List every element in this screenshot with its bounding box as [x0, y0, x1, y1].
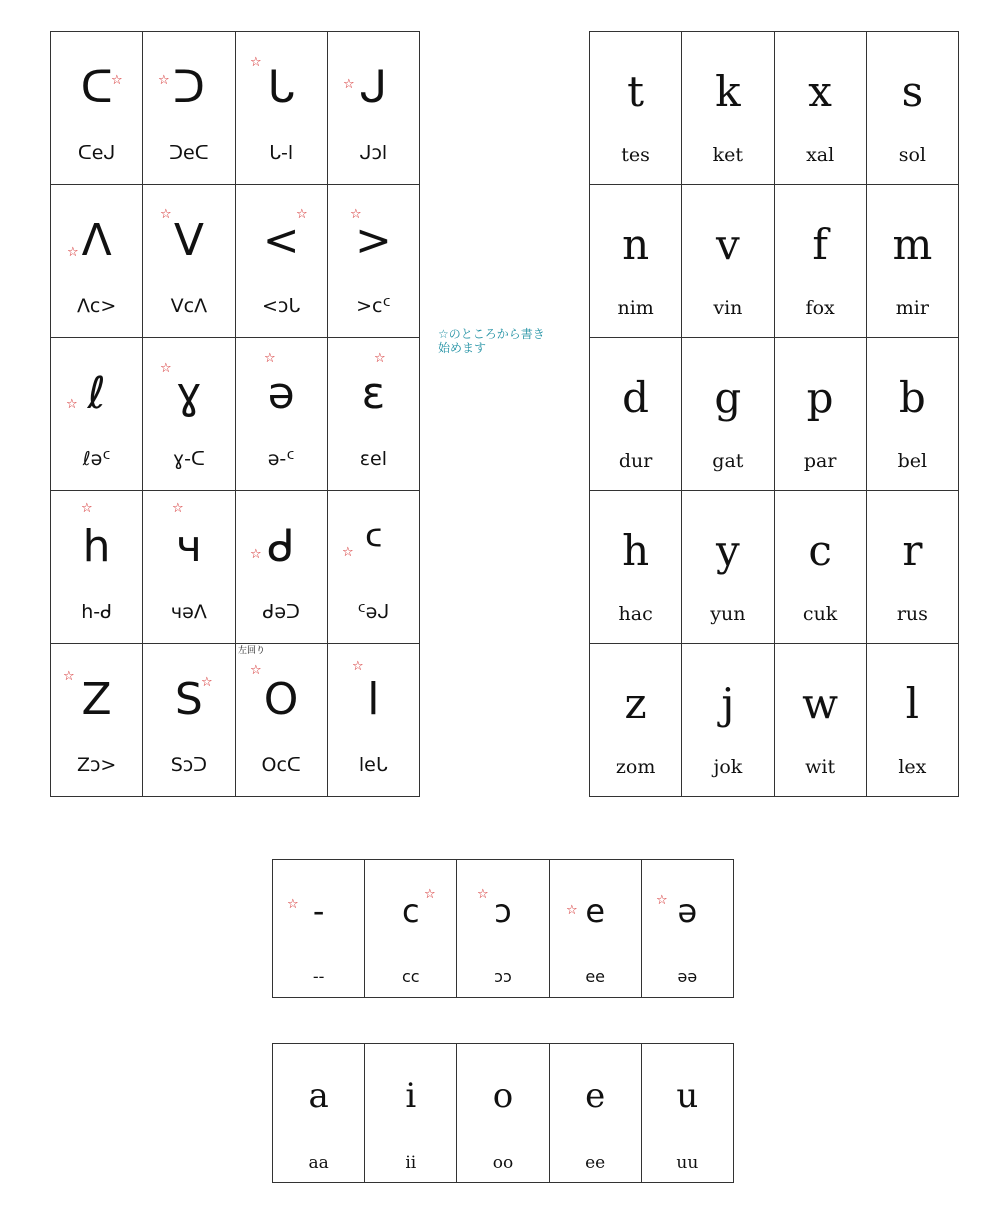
start-star-icon: ☆: [656, 893, 668, 908]
start-star-icon: ☆: [296, 207, 308, 222]
latin-letter-glyph: z: [624, 679, 647, 728]
script-letter-glyph: ч: [175, 521, 202, 572]
latin-letter-cell: [774, 185, 866, 338]
script-letter-glyph: ᑐ: [172, 62, 205, 113]
vowel-letter-word: ii: [405, 1153, 417, 1173]
latin-letter-glyph: f: [812, 220, 828, 269]
latin-letter-glyph: r: [902, 526, 923, 575]
latin-letter-cell: [682, 185, 774, 338]
vowel-mark-word: ɔɔ: [494, 967, 512, 986]
latin-letter-grid: [589, 31, 959, 797]
latin-letter-glyph: y: [716, 526, 740, 575]
script-letter-row: [51, 491, 420, 644]
vowel-letter-grid: [272, 1043, 734, 1183]
script-letter-word: ə-ᑦ: [267, 448, 295, 470]
vowel-mark-word: cc: [401, 967, 420, 986]
script-letter-glyph: ᑦ: [363, 521, 383, 572]
script-letter-cell: [327, 185, 419, 338]
start-star-icon: ☆: [81, 501, 93, 516]
script-letter-word: чəΛ: [170, 601, 207, 623]
latin-letter-word: dur: [618, 450, 653, 472]
start-star-icon: ☆: [250, 55, 262, 70]
vowel-mark-cell: [641, 860, 733, 998]
latin-letter-glyph: m: [892, 220, 933, 269]
vowel-mark-glyph: -: [312, 892, 325, 930]
start-star-icon: ☆: [111, 73, 123, 88]
vowel-mark-word: əə: [677, 967, 698, 986]
start-star-icon: ☆: [352, 659, 364, 674]
latin-letter-glyph: n: [622, 220, 650, 269]
latin-letter-cell: [590, 32, 682, 185]
latin-letter-word: nim: [617, 297, 654, 319]
script-letter-glyph: S: [174, 674, 203, 725]
script-letter-row: [51, 185, 420, 338]
vowel-letter-word: uu: [676, 1153, 699, 1173]
latin-letter-word: wit: [805, 756, 836, 778]
script-letter-glyph: ɛ: [361, 368, 386, 419]
script-letter-word: ᑦəᒍ: [357, 601, 390, 623]
latin-letter-word: mir: [895, 297, 929, 319]
latin-letter-glyph: p: [806, 373, 834, 422]
start-star-icon: ☆: [201, 675, 213, 690]
latin-letter-cell: [590, 185, 682, 338]
latin-letter-cell: [866, 185, 958, 338]
latin-letter-word: zom: [615, 756, 656, 778]
latin-letter-cell: [590, 644, 682, 797]
vowel-letter-word: ee: [585, 1153, 606, 1173]
script-letter-cell: [143, 644, 235, 797]
script-letter-glyph: h: [82, 521, 111, 572]
latin-letter-word: sol: [898, 144, 927, 166]
script-letter-cell: [327, 491, 419, 644]
start-star-icon: ☆: [374, 351, 386, 366]
latin-letter-cell: [774, 32, 866, 185]
script-letter-row: [51, 644, 420, 797]
latin-letter-word: fox: [805, 297, 835, 319]
latin-letter-glyph: w: [802, 679, 839, 728]
script-letter-glyph: V: [173, 215, 204, 266]
latin-letter-row: [590, 32, 959, 185]
start-star-icon: ☆: [66, 397, 78, 412]
script-letter-glyph: ᒐ: [267, 62, 295, 113]
script-letter-cell: [143, 185, 235, 338]
latin-letter-cell: [866, 644, 958, 797]
left-script-grid: [50, 31, 420, 797]
start-star-icon: ☆: [350, 207, 362, 222]
script-letter-glyph: ə: [267, 368, 295, 419]
script-letter-glyph: <: [262, 215, 300, 266]
start-star-icon: ☆: [343, 77, 355, 92]
script-letter-row: [51, 338, 420, 491]
start-star-icon: ☆: [160, 361, 172, 376]
start-star-icon: ☆: [424, 887, 436, 902]
start-star-icon: ☆: [566, 903, 578, 918]
latin-letter-cell: [866, 491, 958, 644]
latin-letter-cell: [774, 338, 866, 491]
vowel-letter-word: aa: [308, 1153, 329, 1173]
script-letter-word: ᑕeᒍ: [77, 142, 116, 164]
script-letter-glyph: O: [263, 674, 299, 725]
script-letter-glyph: ᑕ: [80, 62, 113, 113]
start-star-icon: ☆: [172, 501, 184, 516]
script-letter-cell: [327, 644, 419, 797]
latin-letter-word: tes: [621, 144, 650, 166]
script-letter-glyph: >: [354, 215, 392, 266]
latin-letter-glyph: s: [901, 67, 924, 116]
latin-letter-glyph: j: [721, 679, 735, 728]
start-star-icon: ☆: [250, 547, 262, 562]
script-letter-word: Λc>: [76, 295, 117, 317]
start-star-icon: ☆: [158, 73, 170, 88]
latin-letter-row: [590, 185, 959, 338]
script-letter-cell: [235, 32, 327, 185]
script-letter-cell: [235, 644, 327, 797]
start-star-icon: ☆: [287, 897, 299, 912]
latin-letter-row: [590, 338, 959, 491]
latin-letter-cell: [774, 491, 866, 644]
vowel-letter-glyph: a: [308, 1076, 329, 1116]
script-letter-word: ᒍɔl: [359, 142, 388, 164]
latin-letter-glyph: b: [898, 373, 926, 422]
vowel-mark-cell: [273, 860, 365, 998]
vowel-mark-glyph: ɔ: [494, 892, 512, 930]
start-star-icon: ☆: [264, 351, 276, 366]
script-letter-glyph: l: [367, 674, 380, 725]
script-letter-word: ℓəᑦ: [82, 448, 111, 470]
script-letter-cell: [143, 338, 235, 491]
script-letter-cell: [51, 644, 143, 797]
script-letter-word: VcΛ: [170, 295, 208, 317]
vowel-mark-row: [273, 860, 734, 998]
script-letter-word: ᒐ-l: [269, 142, 294, 164]
script-letter-word: ᑐeᑕ: [169, 142, 209, 164]
script-letter-glyph: Z: [81, 674, 112, 725]
script-letter-cell: [235, 491, 327, 644]
latin-letter-word: rus: [896, 603, 928, 625]
vowel-mark-cell: [365, 860, 457, 998]
latin-letter-cell: [682, 491, 774, 644]
latin-letter-word: ket: [712, 144, 744, 166]
latin-letter-cell: [590, 491, 682, 644]
latin-letter-glyph: l: [905, 679, 920, 728]
latin-letter-word: xal: [806, 144, 835, 166]
vowel-mark-glyph: e: [585, 892, 605, 930]
script-letter-glyph: Λ: [81, 215, 112, 266]
vowel-letter-glyph: e: [585, 1076, 606, 1116]
script-letter-glyph: ᑯ: [267, 521, 295, 572]
script-letter-word: ɣ-ᑕ: [172, 448, 205, 470]
script-letter-cell: [235, 338, 327, 491]
latin-letter-word: cuk: [802, 603, 838, 625]
latin-letter-cell: [682, 338, 774, 491]
latin-letter-word: vin: [713, 297, 743, 319]
latin-letter-word: yun: [710, 603, 746, 625]
vowel-mark-cell: [549, 860, 641, 998]
latin-letter-cell: [682, 32, 774, 185]
script-letter-glyph: ℓ: [87, 368, 106, 419]
latin-letter-glyph: x: [808, 67, 832, 116]
vowel-mark-word: --: [312, 967, 325, 986]
latin-letter-glyph: c: [808, 526, 832, 575]
start-point-note: ☆のところから書き始めます: [438, 327, 545, 355]
vowel-mark-grid: [272, 859, 734, 998]
vowel-letter-cell: [457, 1044, 549, 1183]
script-letter-word: Ocᑕ: [261, 754, 301, 776]
vowel-letter-cell: [641, 1044, 733, 1183]
start-star-icon: ☆: [63, 669, 75, 684]
latin-letter-cell: [682, 644, 774, 797]
latin-letter-word: lex: [898, 756, 927, 778]
start-star-icon: ☆: [342, 545, 354, 560]
script-letter-row: [51, 32, 420, 185]
script-letter-word: ᑯəᑐ: [262, 601, 300, 623]
script-letter-cell: [51, 338, 143, 491]
script-letter-cell: [235, 185, 327, 338]
vowel-letter-cell: [365, 1044, 457, 1183]
latin-letter-glyph: v: [716, 220, 740, 269]
vowel-letter-cell: [273, 1044, 365, 1183]
latin-letter-row: [590, 491, 959, 644]
script-letter-word: <ɔᒐ: [261, 295, 301, 317]
latin-letter-row: [590, 644, 959, 797]
start-star-icon: ☆: [67, 245, 79, 260]
latin-letter-glyph: g: [714, 373, 742, 422]
script-letter-word: ɛel: [359, 448, 387, 470]
latin-letter-cell: [774, 644, 866, 797]
script-letter-cell: [51, 32, 143, 185]
vowel-letter-glyph: i: [405, 1076, 417, 1116]
start-star-icon: ☆: [160, 207, 172, 222]
latin-letter-word: gat: [712, 450, 744, 472]
start-star-icon: ☆: [250, 663, 262, 678]
script-letter-cell: [51, 491, 143, 644]
script-letter-cell: [143, 491, 235, 644]
script-letter-word: h-ᑯ: [81, 601, 113, 623]
vowel-letter-glyph: u: [676, 1076, 699, 1116]
script-letter-glyph: ᒍ: [359, 62, 388, 113]
vowel-mark-glyph: c: [401, 892, 420, 930]
latin-letter-word: jok: [713, 756, 743, 778]
latin-letter-cell: [866, 32, 958, 185]
counter-clockwise-note: 左回り: [238, 646, 266, 656]
latin-letter-word: par: [803, 450, 837, 472]
latin-letter-glyph: d: [622, 373, 650, 422]
script-letter-cell: [327, 32, 419, 185]
latin-letter-cell: [866, 338, 958, 491]
script-letter-cell: [51, 185, 143, 338]
script-letter-word: Zɔ>: [76, 754, 117, 776]
script-letter-word: Sɔᑐ: [170, 754, 208, 776]
vowel-mark-word: ee: [585, 967, 605, 986]
vowel-letter-word: oo: [492, 1153, 514, 1173]
latin-letter-glyph: t: [627, 67, 645, 116]
latin-letter-glyph: k: [715, 67, 741, 116]
latin-letter-word: bel: [897, 450, 928, 472]
script-letter-cell: [143, 32, 235, 185]
script-letter-word: >cᑦ: [356, 295, 391, 317]
latin-letter-word: hac: [618, 603, 653, 625]
vowel-letter-cell: [549, 1044, 641, 1183]
vowel-mark-cell: [457, 860, 549, 998]
vowel-mark-glyph: ə: [677, 892, 698, 930]
latin-letter-cell: [590, 338, 682, 491]
latin-letter-glyph: h: [622, 526, 650, 575]
script-letter-glyph: ɣ: [175, 368, 202, 419]
vowel-letter-row: [273, 1044, 734, 1183]
vowel-letter-glyph: o: [492, 1076, 514, 1116]
start-star-icon: ☆: [477, 887, 489, 902]
script-letter-word: leᒐ: [358, 754, 388, 776]
